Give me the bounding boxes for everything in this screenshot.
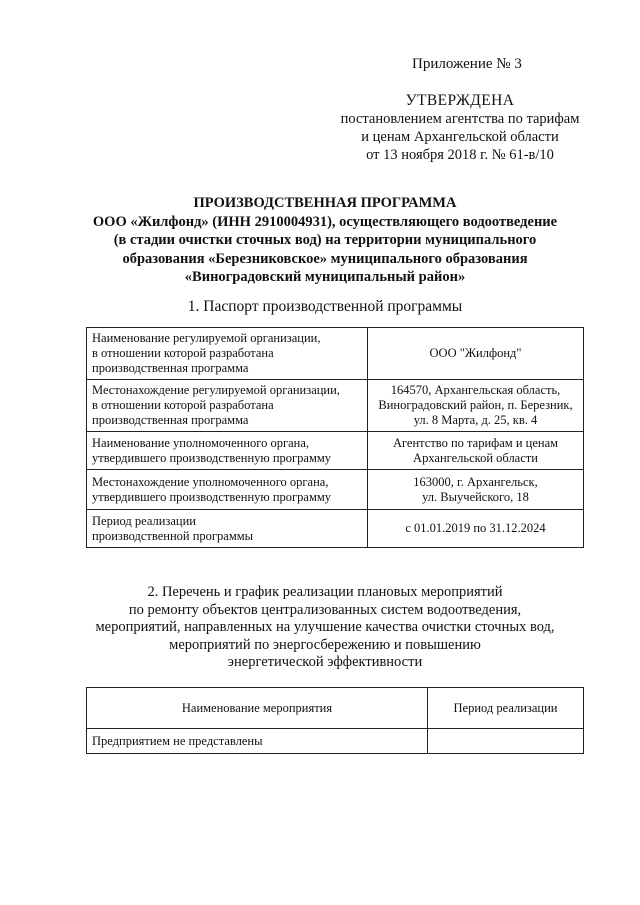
value-line: Агентство по тарифам и ценам <box>392 435 559 450</box>
passport-label <box>87 470 368 510</box>
passport-row <box>87 432 584 470</box>
value-line: 163000, г. Архангельск, <box>413 474 538 489</box>
approval-line: и ценам Архангельской области <box>361 129 559 145</box>
passport-label <box>87 328 368 380</box>
passport-label <box>87 432 368 470</box>
passport-value <box>368 380 584 432</box>
section2-line: энергетической эффективности <box>227 654 423 670</box>
label-line: производственная программа <box>92 413 249 427</box>
section2-line: мероприятий, направленных на улучшение качества очистки сточных вод, <box>95 619 555 635</box>
passport-label <box>87 510 368 548</box>
title-line: ПРОИЗВОДСТВЕННАЯ ПРОГРАММА <box>193 195 457 211</box>
value-line: 164570, Архангельская область, <box>390 383 561 397</box>
passport-value <box>368 510 584 548</box>
passport-row <box>87 470 584 510</box>
label-line: Местонахождение уполномоченного органа, <box>92 474 329 489</box>
label-line: производственная программа <box>92 361 249 375</box>
document-title <box>60 194 590 287</box>
label-line: в отношении которой разработана <box>92 398 274 412</box>
title-line: образования «Березниковское» муниципального образования <box>122 250 528 267</box>
section2-line: по ремонту объектов централизованных систем водоотведения, <box>128 601 522 618</box>
events-table <box>86 687 584 754</box>
value-line: Виноградовский район, п. Березник, <box>378 398 573 412</box>
title-line: «Виноградовский муниципальный район» <box>184 269 466 285</box>
section1-heading: 1. Паспорт производственной программы <box>187 298 463 315</box>
label-line: утвердившего производственную программу <box>92 450 332 465</box>
approval-word: УТВЕРЖДЕНА <box>405 92 515 109</box>
value-line: ул. Выучейского, 18 <box>422 489 529 504</box>
approval-line: постановлением агентства по тарифам <box>340 111 580 127</box>
approval-line: от 13 ноября 2018 г. № 61-в/10 <box>366 147 554 163</box>
title-line: (в стадии очистки сточных вод) на территории муниципального <box>113 232 537 248</box>
label-line: Наименование регулируемой организации, <box>92 331 321 345</box>
passport-row <box>87 380 584 432</box>
passport-row <box>87 510 584 548</box>
passport-row <box>87 328 584 380</box>
section2-heading <box>60 584 590 672</box>
passport-value <box>368 432 584 470</box>
events-header-period: Период реализации <box>428 688 584 729</box>
label-line: утвердившего производственную программу <box>92 489 332 504</box>
approval-stamp <box>330 92 590 164</box>
label-line: производственной программы <box>92 528 254 543</box>
events-row <box>87 729 584 754</box>
value-line: ул. 8 Марта, д. 25, кв. 4 <box>413 413 538 427</box>
label-line: Наименование уполномоченного органа, <box>92 435 309 450</box>
value-line: Архангельской области <box>413 450 538 465</box>
events-cell-period <box>428 729 584 754</box>
title-line: ООО «Жилфонд» (ИНН 2910004931), осуществляющего водоотведение <box>92 213 558 230</box>
passport-label <box>87 380 368 432</box>
appendix-number: Приложение № 3 <box>412 56 522 72</box>
passport-value <box>368 328 584 380</box>
value-line: с 01.01.2019 по 31.12.2024 <box>405 521 546 535</box>
events-header-name: Наименование мероприятия <box>87 688 428 729</box>
events-cell-name: Предприятием не представлены <box>87 729 428 754</box>
label-line: в отношении которой разработана <box>92 346 274 360</box>
label-line: Местонахождение регулируемой организации, <box>92 383 340 397</box>
value-line: ООО "Жилфонд" <box>429 346 522 360</box>
section2-line: мероприятий по энергосбережению и повышению <box>169 636 481 653</box>
section2-line: 2. Перечень и график реализации плановых мероприятий <box>147 584 503 600</box>
label-line: Период реализации <box>92 513 196 528</box>
passport-value <box>368 470 584 510</box>
events-header-row <box>87 688 584 729</box>
passport-table <box>86 327 584 548</box>
